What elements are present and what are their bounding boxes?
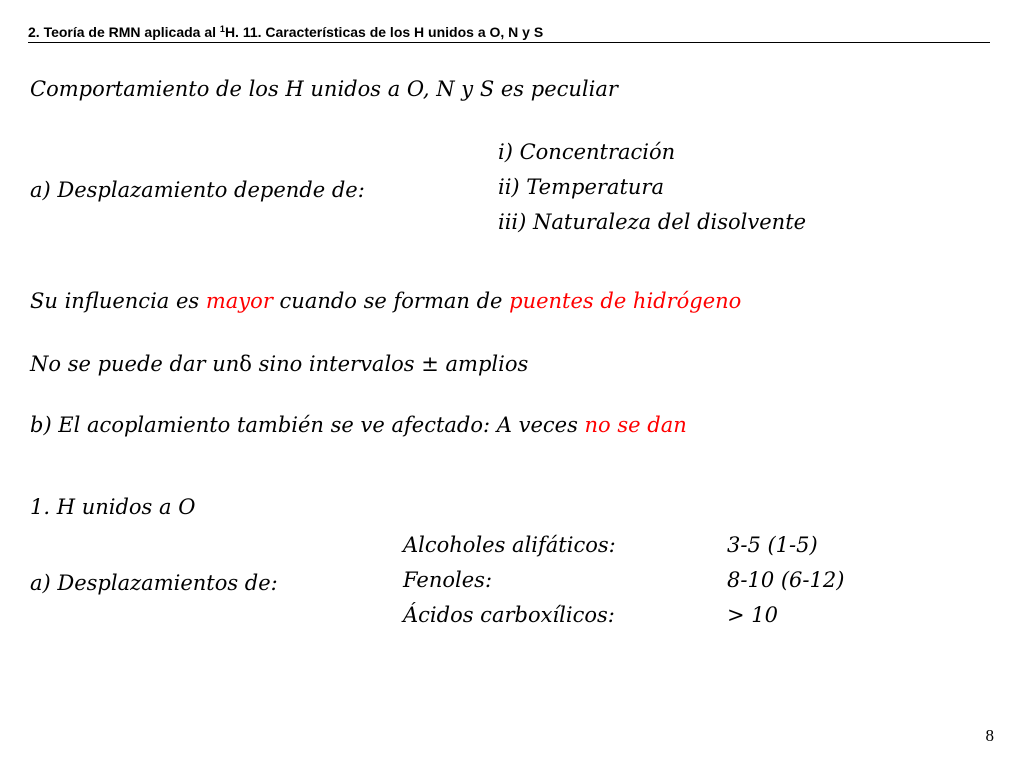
range-alcohols: 3-5 (1-5) — [727, 533, 818, 557]
delta-line — [30, 351, 528, 377]
intro-text: Comportamiento de los H unidos a O, N y S es peculiar — [30, 77, 618, 101]
header-title-part2: H. 11. Características de los H unidos a O, N y S — [224, 24, 544, 40]
page-number: 8 — [985, 726, 994, 745]
factor-concentration: i) Concentración — [498, 140, 676, 164]
delta-symbol: δ — [239, 352, 252, 376]
factor-temperature: ii) Temperatura — [498, 175, 664, 199]
influence-highlight-mayor: mayor — [205, 289, 273, 313]
coupling-text: b) El acoplamiento también se ve afectado: A veces — [30, 413, 585, 437]
influence-text-2: cuando se forman de — [272, 289, 510, 313]
compound-alcohols: Alcoholes alifáticos: — [403, 533, 616, 557]
slide-header — [28, 23, 543, 41]
delta-text-1: No se puede dar un — [30, 352, 240, 376]
coupling-highlight: no se dan — [584, 413, 687, 437]
h-on-o-title: 1. H unidos a O — [30, 495, 196, 519]
shift-depends-label: a) Desplazamiento depende de: — [30, 178, 365, 202]
compound-phenols: Fenoles: — [403, 568, 493, 592]
influence-text-1: Su influencia es — [30, 289, 206, 313]
header-divider — [28, 42, 990, 43]
header-title-part1: 2. Teoría de RMN aplicada al — [28, 24, 220, 40]
coupling-line — [30, 412, 687, 438]
range-carboxylic-acids: > 10 — [727, 603, 778, 627]
influence-line — [30, 288, 741, 314]
influence-highlight-hbonds: puentes de hidrógeno — [509, 289, 742, 313]
delta-text-2: sino intervalos ± amplios — [251, 352, 529, 376]
compound-carboxylic-acids: Ácidos carboxílicos: — [403, 603, 615, 627]
factor-solvent: iii) Naturaleza del disolvente — [498, 210, 807, 234]
range-phenols: 8-10 (6-12) — [727, 568, 845, 592]
header-superscript: 1 — [219, 24, 225, 34]
shifts-label: a) Desplazamientos de: — [30, 571, 278, 595]
